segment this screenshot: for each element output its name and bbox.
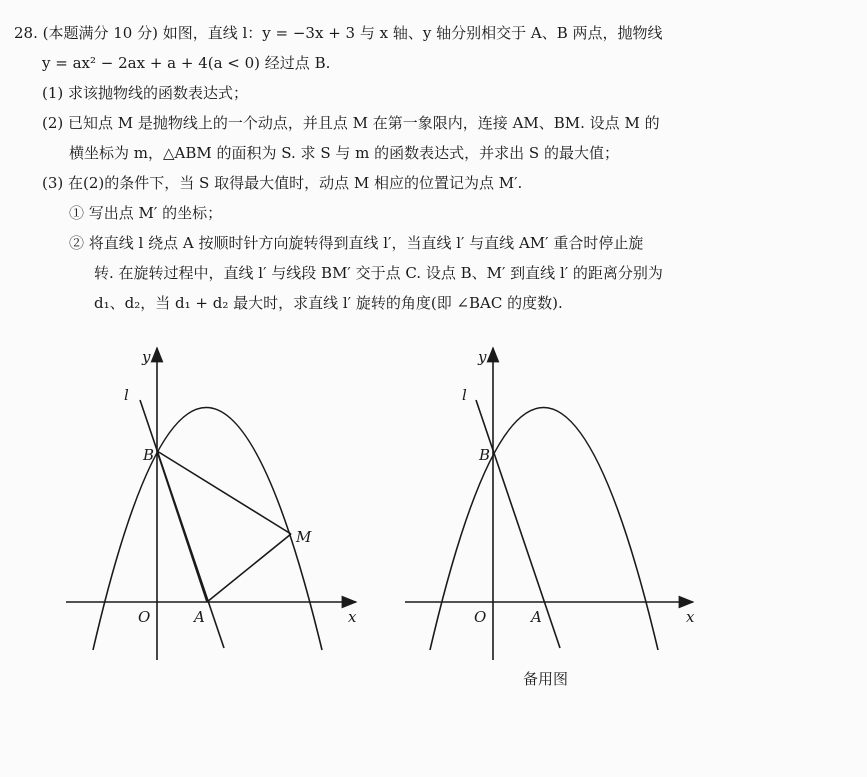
segment-am: [207, 534, 291, 602]
fig2-label-y: y: [478, 348, 487, 366]
parabola-curve-2: [430, 408, 658, 651]
fig1-label-y: y: [142, 348, 151, 366]
fig1-label-b: B: [143, 446, 155, 464]
fig2-label-b: B: [479, 446, 491, 464]
segment-bm: [157, 451, 291, 534]
question-part-3: (3) 在(2)的条件下，当 S 取得最大值时，动点 M 相应的位置记为点 M′.: [42, 174, 523, 192]
question-part-3-2: ② 将直线 l 绕点 A 按顺时针方向旋转得到直线 l′，当直线 l′ 与直线 AM′ 重合时停止旋: [69, 234, 644, 252]
fig1-label-l: l: [124, 386, 129, 404]
figure2-caption: 备用图: [523, 670, 569, 688]
fig2-label-x: x: [686, 608, 695, 626]
fig1-label-a: A: [194, 608, 205, 626]
problem-parabola: y = ax² − 2ax + a + 4(a < 0) 经过点 B.: [42, 54, 331, 72]
fig2-label-a: A: [531, 608, 542, 626]
question-part-2-cont: 横坐标为 m，△ABM 的面积为 S. 求 S 与 m 的函数表达式，并求出 S 的最大值；: [69, 144, 619, 162]
question-part-2: (2) 已知点 M 是抛物线上的一个动点，并且点 M 在第一象限内，连接 AM、BM. 设点 M 的: [42, 114, 660, 132]
question-part-3-2-cont2: d₁、d₂，当 d₁ + d₂ 最大时，求直线 l′ 旋转的角度(即 ∠BAC 的度数).: [94, 294, 563, 312]
line-l-2: [476, 400, 560, 648]
parabola-curve: [93, 408, 322, 651]
fig1-label-o: O: [138, 608, 151, 626]
problem-header: 28. (本题满分 10 分) 如图，直线 l：y = −3x + 3 与 x 轴、y 轴分别相交于 A、B 两点，抛物线: [14, 24, 663, 42]
fig2-label-l: l: [462, 386, 467, 404]
fig1-label-m: M: [296, 528, 312, 546]
segment-ab: [157, 451, 207, 602]
question-part-3-1: ① 写出点 M′ 的坐标；: [69, 204, 223, 222]
fig1-label-x: x: [348, 608, 357, 626]
question-part-1: (1) 求该抛物线的函数表达式；: [42, 84, 249, 102]
fig2-label-o: O: [474, 608, 487, 626]
question-part-3-2-cont1: 转. 在旋转过程中，直线 l′ 与线段 BM′ 交于点 C. 设点 B、M′ 到直线 l′ 的距离分别为: [94, 264, 663, 282]
